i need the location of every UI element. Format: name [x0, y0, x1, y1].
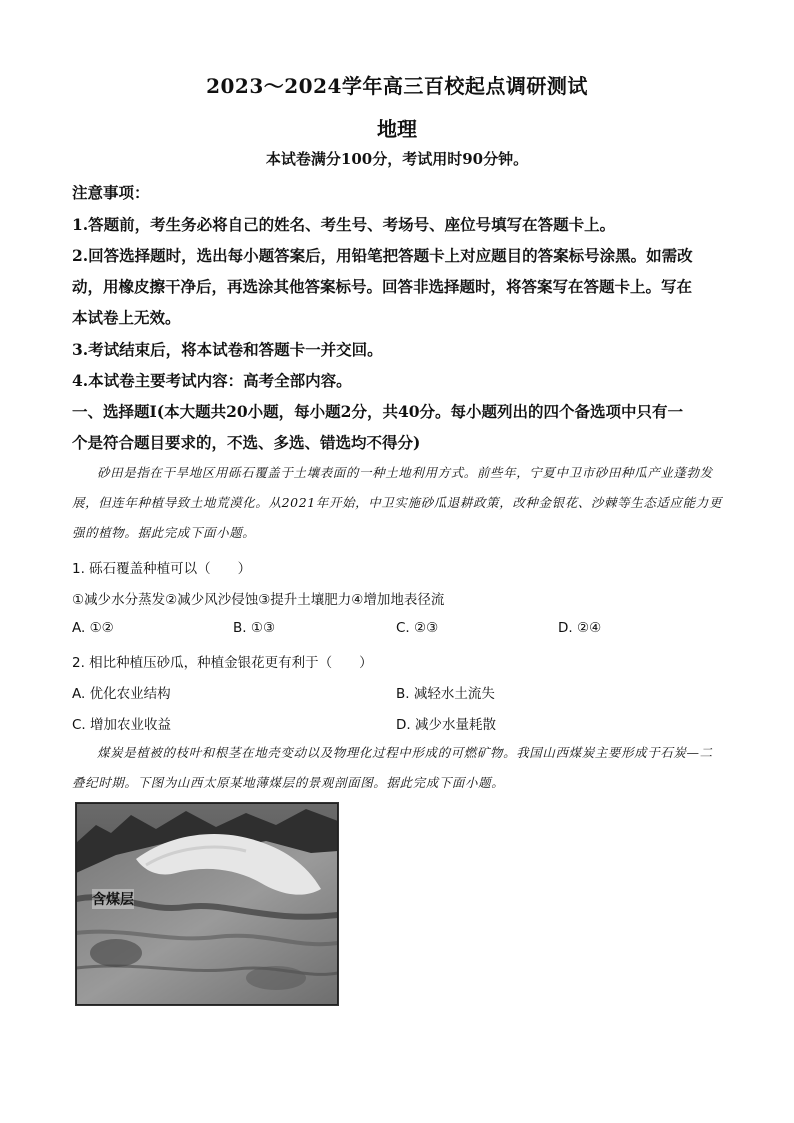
subject-title: 地理 — [377, 117, 417, 141]
question-1-statements: ①减少水分蒸发②减少风沙侵蚀③提升土壤肥力④增加地表径流 — [72, 592, 445, 608]
passage-2: 煤炭是植被的枝叶和根茎在地壳变动以及物理化过程中形成的可燃矿物。我国山西煤炭主要形成于石炭—二叠纪时期。下图为山西太原某地薄煤层的景观剖面图。据此完成下面小题。 — [72, 745, 713, 790]
question-1-option-b: B. ①③ — [233, 620, 276, 636]
note-item-3: 3.考试结束后，将本试卷和答题卡一并交回。 — [72, 340, 383, 359]
notes-heading: 注意事项： — [72, 183, 150, 202]
question-2-stem: 2. 相比种植压砂瓜，种植金银花更有利于（ ） — [72, 655, 373, 671]
passage-1: 砂田是指在干旱地区用砾石覆盖于土壤表面的一种土地利用方式。前些年，宁夏中卫市砂田种瓜产业蓬勃发展，但连年种植导致土地荒漠化。从2021年开始，中卫实施砂瓜退耕政策，改种金银花、沙棘等生态适应能力更强的植物。据此完成下面小题。 — [72, 465, 722, 540]
question-1-stem: 1. 砾石覆盖种植可以（ ） — [72, 561, 252, 577]
section-heading-line-1: 一、选择题Ⅰ(本大题共20小题，每小题2分，共40分。每小题列出的四个备选项中只有一 — [72, 402, 684, 421]
question-2-option-a: A. 优化农业结构 — [72, 686, 171, 702]
question-2-option-c: C. 增加农业收益 — [72, 717, 172, 733]
note-item-2-line-3: 本试卷上无效。 — [72, 308, 181, 327]
note-item-2-line-2: 动，用橡皮擦干净后，再选涂其他答案标号。回答非选择题时，将答案写在答题卡上。写在 — [72, 277, 693, 296]
note-item-1: 1.答题前，考生务必将自己的姓名、考生号、考场号、座位号填写在答题卡上。 — [72, 215, 616, 234]
question-1-option-d: D. ②④ — [558, 620, 602, 636]
question-2-option-d: D. 减少水量耗散 — [396, 717, 496, 733]
note-item-2-line-1: 2.回答选择题时，选出每小题答案后，用铅笔把答题卡上对应题目的答案标号涂黑。如需改 — [72, 246, 693, 265]
exam-info: 本试卷满分100分，考试用时90分钟。 — [265, 150, 529, 168]
question-1-option-c: C. ②③ — [396, 620, 439, 636]
coal-seam-photo — [75, 802, 339, 1006]
question-2-option-b: B. 减轻水土流失 — [396, 686, 495, 702]
coal-seam-label: 含煤层 — [92, 889, 134, 909]
exam-title: 2023～2024学年高三百校起点调研测试 — [206, 74, 588, 98]
note-item-4: 4.本试卷主要考试内容：高考全部内容。 — [72, 371, 352, 390]
question-1-option-a: A. ①② — [72, 620, 114, 636]
section-heading-line-2: 个是符合题目要求的，不选、多选、错选均不得分) — [72, 433, 421, 452]
